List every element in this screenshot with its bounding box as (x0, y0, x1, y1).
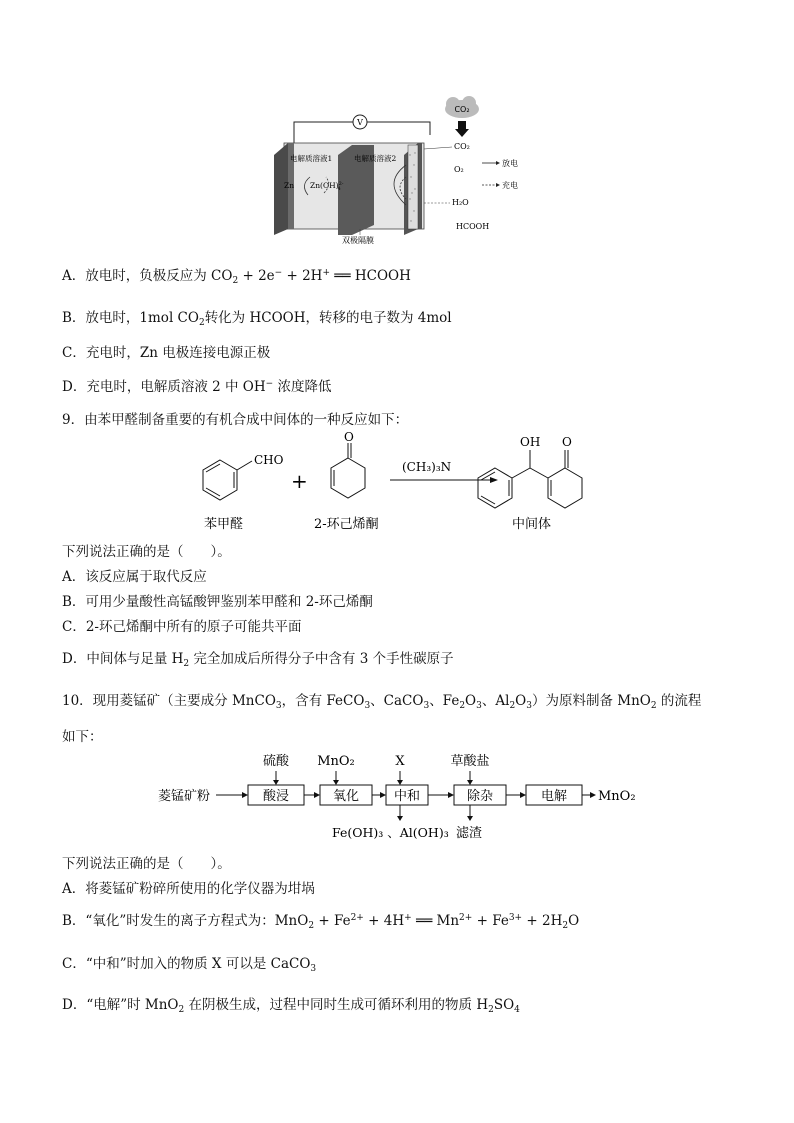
cyclohexenone-structure (331, 443, 365, 498)
q8-option-a: A．放电时，负极反应为 $CO_2 + 2e^- + 2H^+$ ══ HCOOH (62, 268, 411, 286)
ketone-o-label-2: O (562, 435, 572, 449)
plus-sign: + (291, 469, 308, 493)
step-label-0: 酸浸 (262, 789, 290, 804)
name-benzaldehyde: 苯甲醛 (204, 517, 244, 532)
q10-prompt: 下列说法正确的是（ ）。 (62, 856, 231, 872)
q10-option-c: C．“中和”时加入的物质 X 可以是 CaCO$_3$ (62, 956, 317, 974)
q9-option-c: C．2-环己烯酮中所有的原子可能共平面 (62, 619, 302, 635)
input-oxalate: 草酸盐 (450, 754, 490, 769)
step-label-3: 除杂 (466, 789, 494, 804)
oh-label: OH (520, 435, 541, 449)
solution1-label: 电解质溶液1 (290, 154, 333, 163)
output-residue: 滤渣 (456, 826, 483, 841)
reaction-scheme (190, 428, 610, 536)
flow-start-label: 菱锰矿粉 (158, 789, 211, 804)
q9-stem: 9．由苯甲醛制备重要的有机合成中间体的一种反应如下： (62, 412, 409, 428)
co2-label: CO₂ (454, 142, 470, 151)
cloud-co2-label: CO₂ (454, 105, 470, 114)
name-cyclohexenone: 2-环己烯酮 (314, 517, 379, 532)
input-mno2: MnO₂ (317, 754, 355, 769)
cho-label: CHO (254, 453, 284, 467)
reaction-arrow-icon (490, 477, 498, 483)
output-hydroxides: Fe(OH)₃ 、Al(OH)₃ (332, 825, 449, 840)
q9-option-b: B．可用少量酸性高锰酸钾鉴别苯甲醛和 2-环己烯酮 (62, 594, 373, 610)
o2-label: O₂ (454, 165, 464, 174)
input-sulfuric-acid: 硫酸 (262, 754, 290, 769)
legend-charge: 充电 (502, 181, 518, 190)
q8-option-c: C．充电时，Zn 电极连接电源正极 (62, 345, 271, 361)
benzaldehyde-structure (203, 460, 252, 500)
voltmeter-label: V (357, 118, 363, 127)
zn-label: Zn (284, 181, 295, 190)
q10-option-d: D．“电解”时 MnO$_2$ 在阴极生成，过程中同时生成可循环利用的物质 $H_2SO_4$ (62, 997, 520, 1015)
solution2-label: 电解质溶液2 (354, 154, 397, 163)
q8-option-b: B．放电时，1mol $CO_2$转化为 HCOOH，转移的电子数为 4mol (62, 310, 452, 328)
q10-option-b: B．“氧化”时发生的离子方程式为：$MnO_2 + Fe^{2+} + 4H^+$ ══ $Mn^{2+} + Fe^{3+} + 2H_2O$ (62, 913, 580, 931)
legend-discharge: 放电 (502, 159, 518, 168)
q10-stem-line2: 如下： (62, 729, 103, 745)
battery-diagram (270, 95, 518, 247)
flow-end-label: MnO₂ (598, 789, 636, 804)
membrane-label: 双极隔膜 (342, 236, 374, 245)
step-label-1: 氧化 (332, 789, 360, 804)
down-arrow-icon (455, 121, 469, 137)
ketone-o-label-1: O (344, 430, 354, 444)
name-intermediate: 中间体 (512, 517, 552, 532)
step-label-2: 中和 (393, 789, 421, 804)
q8-option-d: D．充电时，电解质溶液 2 中 OH− 浓度降低 (62, 379, 332, 395)
reagent-label: (CH₃)₃N (402, 460, 452, 474)
process-flowchart (158, 745, 638, 845)
hcooh-label: HCOOH (456, 222, 490, 231)
q9-option-d: D．中间体与足量 $H_2$ 完全加成后所得分子中含有 3 个手性碳原子 (62, 651, 454, 669)
q9-prompt: 下列说法正确的是（ ）。 (62, 544, 231, 560)
h2o-label: H₂O (452, 198, 469, 207)
step-label-4: 电解 (540, 789, 568, 804)
q10-stem: 10．现用菱锰矿（主要成分 MnCO$_3$，含有 FeCO$_3$、CaCO$_3$、$Fe_2O_3$、$Al_2O_3$）为原料制备 MnO$_2$ 的流程 (62, 693, 702, 711)
q9-option-a: A．该反应属于取代反应 (62, 569, 207, 585)
zn-oh-label: Zn(OH)$^{2-}$4 (310, 181, 344, 192)
q10-option-a: A．将菱锰矿粉碎所使用的化学仪器为坩埚 (62, 881, 315, 897)
input-x: X (395, 754, 405, 769)
